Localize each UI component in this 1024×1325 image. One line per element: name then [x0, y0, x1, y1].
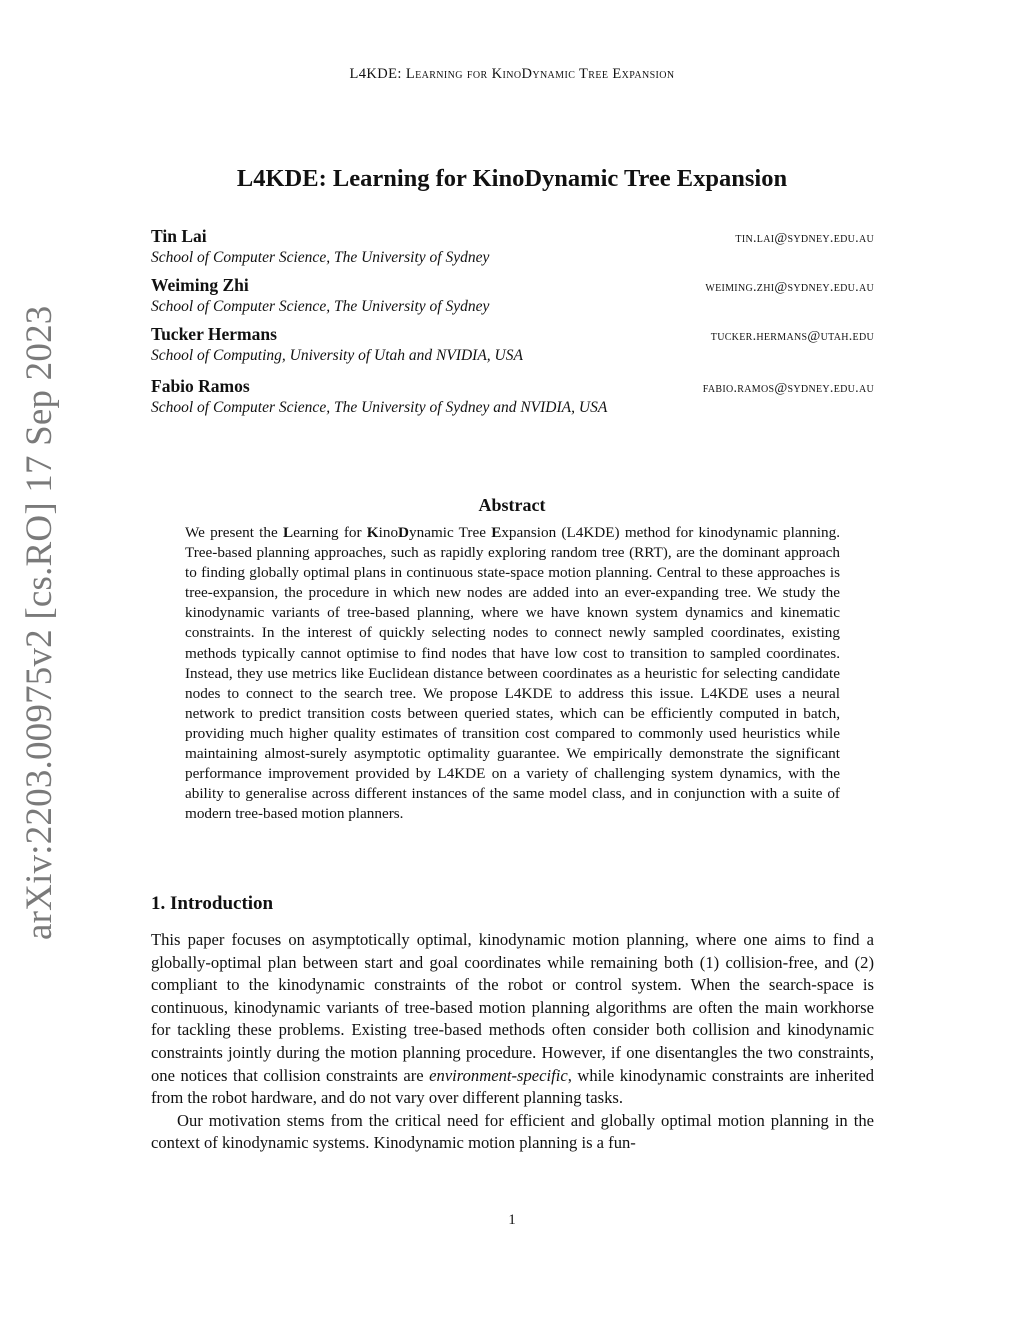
acronym-rest: ynamic Tree	[409, 524, 492, 541]
emphasized-text: environment-specific	[429, 1065, 568, 1085]
paper-title: L4KDE: Learning for KinoDynamic Tree Expansion	[236, 165, 788, 192]
abstract-intro: We present the	[185, 524, 283, 541]
author-name: Fabio Ramos	[151, 376, 250, 396]
acronym-letter: L	[282, 524, 294, 541]
author-block	[151, 376, 874, 418]
author-email[interactable]: tin.lai@sydney.edu.au	[735, 231, 874, 246]
paragraph-text: , while kinodynamic constraints are inherited from the robot hardware, and do not vary over different planning tasks.	[151, 1065, 874, 1108]
author-block	[151, 226, 874, 268]
acronym-rest: ino	[378, 524, 399, 541]
author-affiliation: School of Computer Science, The University of Sydney and NVIDIA, USA	[151, 399, 608, 416]
author-email[interactable]: fabio.ramos@sydney.edu.au	[702, 381, 874, 396]
page-number: 1	[508, 1212, 516, 1228]
introduction-body	[151, 929, 874, 1155]
author-affiliation: School of Computer Science, The University of Sydney	[151, 298, 490, 315]
author-affiliation: School of Computer Science, The University of Sydney	[151, 249, 490, 266]
author-email[interactable]: weiming.zhi@sydney.edu.au	[705, 280, 874, 295]
running-head: L4KDE: Learning for KinoDynamic Tree Expansion	[349, 66, 675, 82]
paragraph: Our motivation stems from the critical need for efficient and globally optimal motion planning in the context of kinodynamic systems. Kinodynamic motion planning is a fun-	[151, 1110, 874, 1153]
acronym-letter: D	[398, 524, 410, 541]
author-affiliation: School of Computing, University of Utah and NVIDIA, USA	[151, 347, 523, 364]
paragraph-text: This paper focuses on asymptotically optimal, kinodynamic motion planning, where one aims to find a globally-optimal plan between start and goal coordinates while remaining both (1) collision-free, and (2) compliant to the kinodynamic constraints of the robot or control system. When the search-space is continuous, kinodynamic variants of tree-based motion planning algorithms are often the main workhorse for tackling these problems. Existing tree-based methods often consider both collision and kinodynamic constraints jointly during the motion planning procedure. However, if one disentangles the two constraints, one notices that collision constraints are	[151, 930, 874, 1085]
abstract-heading: Abstract	[478, 495, 546, 515]
acronym-letter: E	[491, 524, 502, 541]
arxiv-stamp: arXiv:2203.00975v2 [cs.RO] 17 Sep 2023	[19, 305, 60, 940]
paragraph	[151, 929, 874, 1110]
abstract-body	[185, 523, 840, 824]
author-block	[151, 324, 874, 366]
author-block	[151, 275, 874, 317]
section-heading-introduction: 1. Introduction	[151, 893, 274, 914]
abstract-text: (L4KDE) method for kinodynamic planning. Tree-based planning approaches, such as rapidly exploring random tree (RRT), are the dominant approach to finding globally optimal plans in continuous state-space motion planning. Central to these approaches is tree-expansion, the procedure in which new nodes are added into an ever-expanding tree. We study the kinodynamic variants of tree-based planning, where we have known system dynamics and kinematic constraints. In the interest of quickly selecting nodes to connect newly sampled coordinates, existing methods typically cannot optimise to find nodes that have low cost to transition to sampled coordinates. Instead, they use metrics like Euclidean distance between coordinates as a heuristic for selecting candidate nodes to connect to the search tree. We propose L4KDE to address this issue. L4KDE uses a neural network to predict transition costs between queried states, which can be efficiently computed in batch, providing much higher quality estimates of transition cost compared to commonly used heuristics while maintaining almost-surely asymptotic optimality guarantee. We empirically demonstrate the significant performance improvement provided by L4KDE on a variety of challenging system dynamics, with the ability to generalise across different instances of the same model class, and in conjunction with a suite of modern tree-based motion planners.	[185, 524, 840, 823]
acronym-letter: K	[366, 524, 379, 541]
author-email[interactable]: tucker.hermans@utah.edu	[710, 329, 874, 344]
acronym-rest: earning for	[293, 524, 367, 541]
author-name: Tin Lai	[151, 226, 207, 246]
acronym-rest: xpansion	[501, 524, 557, 541]
author-name: Tucker Hermans	[151, 324, 277, 344]
author-name: Weiming Zhi	[151, 275, 249, 295]
